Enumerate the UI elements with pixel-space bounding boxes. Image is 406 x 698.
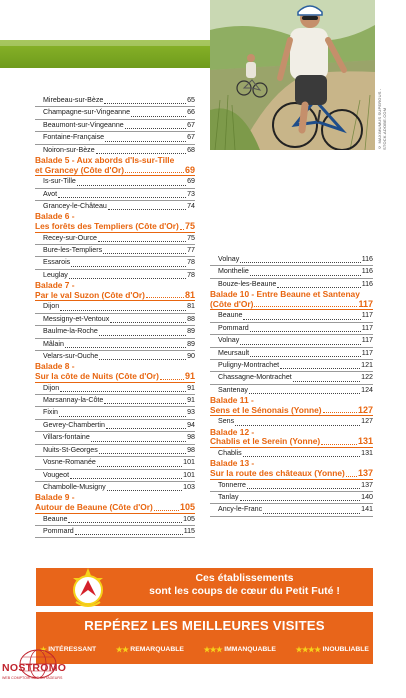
dot-leader: [99, 452, 186, 454]
dot-leader: [240, 343, 360, 345]
toc-entry-label: Velars-sur-Ouche: [43, 352, 99, 361]
toc-entry: [35, 514, 195, 526]
section-title-text: Autour de Beaune (Côte d'Or): [35, 501, 153, 512]
toc-entry: [35, 526, 195, 538]
dot-leader: [146, 297, 184, 298]
section-title-line-1: Balade 11 -: [210, 395, 254, 406]
toc-entry-label: Champagne-sur-Vingeanne: [43, 108, 131, 117]
rating-label: IMMANQUABLE: [224, 646, 276, 653]
toc-page-number: 103: [183, 482, 195, 491]
section-title-text: Sur la côte de Nuits (Côte d'Or): [35, 371, 159, 382]
dot-leader: [180, 229, 184, 230]
toc-entry-label: Bouze-les-Beaune: [218, 279, 277, 288]
toc-entry: [210, 310, 373, 322]
toc-column-left: [35, 95, 195, 538]
toc-entry: [35, 245, 195, 257]
toc-entry: [35, 407, 195, 419]
section-title-text: Par le val Suzon (Côte d'Or): [35, 289, 145, 300]
toc-page-number: 124: [361, 385, 373, 394]
dot-leader: [263, 512, 360, 514]
toc-entry: [35, 132, 195, 144]
star-icon: ★★★★: [295, 645, 321, 654]
section-title-line-1: Balade 6 -: [35, 211, 75, 222]
toc-entry-label: Puligny-Montrachet: [218, 361, 280, 370]
toc-page-number: 131: [361, 449, 373, 458]
section-title-line-2: [210, 437, 373, 448]
rating-legend: [40, 645, 369, 654]
toc-page-number: 93: [187, 408, 195, 417]
toc-entry: [35, 383, 195, 395]
toc-page-number: 117: [361, 311, 373, 320]
toc-entry-label: Grancey-le-Château: [43, 202, 107, 211]
section-title-text: Sur la route des châteaux (Yonne): [210, 468, 345, 479]
coup-de-coeur-banner: [36, 568, 373, 606]
toc-section-heading: [35, 493, 195, 513]
toc-entry-label: Villars-fontaine: [43, 433, 90, 442]
rating-immanquable: [204, 645, 276, 654]
section-title-text: (Côte d'Or): [210, 298, 254, 309]
dot-leader: [323, 412, 357, 413]
toc-entry-label: Vosne-Romanée: [43, 458, 96, 467]
toc-entry: [35, 420, 195, 432]
dot-leader: [99, 358, 186, 360]
toc-page-number: 117: [361, 323, 373, 332]
dot-leader: [99, 334, 186, 336]
dot-leader: [65, 346, 186, 348]
rating-label: INTÉRESSANT: [48, 646, 97, 653]
section-title-line-2: [210, 406, 373, 417]
toc-entry-label: Santenay: [218, 385, 248, 394]
toc-page-number: 116: [361, 267, 373, 276]
dot-leader: [243, 455, 360, 457]
section-page-number: 81: [184, 289, 195, 300]
dot-leader: [97, 465, 182, 467]
toc-entry-label: Pommard: [218, 323, 249, 332]
section-title-line-2: [210, 300, 373, 311]
toc-page-number: 115: [183, 526, 195, 535]
toc-entry-label: Is-sur-Tille: [43, 177, 76, 186]
toc-section-heading: [210, 396, 373, 416]
toc-entry-label: Bure-les-Templiers: [43, 246, 103, 255]
toc-entry-label: Meursault: [218, 348, 250, 357]
dot-leader: [107, 489, 182, 491]
section-title-line-1: Balade 8 -: [35, 361, 75, 372]
photo-credit: © MAXIMUMUS SUPERGUS - STOCK.ADOBE.COM: [377, 88, 387, 150]
dot-leader: [321, 444, 357, 445]
section-title-text: Chablis et le Serein (Yonne): [210, 436, 321, 447]
rating-label: REMARQUABLE: [130, 646, 184, 653]
toc-entry: [35, 314, 195, 326]
toc-page-number: 73: [187, 189, 195, 198]
dot-leader: [125, 172, 184, 173]
green-header-bar: [0, 40, 210, 68]
dot-leader: [75, 533, 183, 535]
toc-page-number: 117: [361, 348, 373, 357]
toc-entry-label: Dijon: [43, 383, 60, 392]
section-page-number: 137: [357, 468, 373, 479]
toc-page-number: 116: [361, 255, 373, 263]
dot-leader: [58, 196, 186, 198]
toc-entry: [35, 176, 195, 188]
dot-leader: [70, 477, 182, 479]
toc-entry-label: Essarois: [43, 258, 71, 267]
toc-entry-label: Fontaine-Française: [43, 133, 105, 142]
toc-entry-label: Noiron-sur-Bèze: [43, 145, 95, 154]
toc-entry: [35, 301, 195, 313]
toc-entry: [35, 107, 195, 119]
section-title-line-2: [35, 222, 195, 233]
toc-entry-label: Sens: [218, 417, 235, 426]
toc-entry: [35, 470, 195, 482]
toc-entry: [35, 445, 195, 457]
toc-entry-label: Mirebeau-sur-Bèze: [43, 96, 104, 104]
toc-page-number: 137: [361, 480, 373, 489]
toc-entry-label: Chablis: [218, 449, 242, 458]
promo-line-1: Ces établissements: [195, 572, 294, 584]
toc-entry: [35, 257, 195, 269]
dot-leader: [108, 208, 186, 210]
section-page-number: 105: [179, 501, 195, 512]
toc-page-number: 141: [361, 505, 373, 514]
toc-entry: [210, 266, 373, 278]
toc-page-number: 66: [187, 108, 195, 117]
logo-tagline: WEB COMPTOIR DES VOYAGEURS: [2, 676, 63, 680]
dot-leader: [249, 392, 360, 394]
toc-entry-label: Marsannay-la-Côte: [43, 396, 104, 405]
section-page-number: 131: [357, 436, 373, 447]
section-title-text: et Grancey (Côte d'Or): [35, 164, 125, 175]
toc-entry-label: Messigny-et-Ventoux: [43, 314, 110, 323]
logo-wordmark: NOSTROMO: [2, 662, 67, 674]
toc-entry-label: Leuglay: [43, 270, 68, 279]
dot-leader: [247, 487, 360, 489]
section-page-number: 117: [358, 298, 373, 309]
toc-page-number: 140: [361, 493, 373, 502]
toc-entry-label: Volnay: [218, 255, 240, 263]
toc-entry: [35, 326, 195, 338]
toc-page-number: 65: [187, 96, 195, 104]
toc-column-right: [210, 254, 373, 517]
toc-page-number: 74: [187, 202, 195, 211]
toc-page-number: 78: [187, 270, 195, 279]
dot-leader: [68, 521, 182, 523]
toc-section-heading: [35, 281, 195, 301]
section-title-line-1: Balade 13 -: [210, 458, 255, 469]
toc-entry-label: Mâlain: [43, 339, 64, 348]
section-title-line-1: Balade 7 -: [35, 280, 75, 291]
dot-leader: [235, 424, 360, 426]
toc-entry: [210, 372, 373, 384]
rating-inoubliable: [296, 645, 369, 654]
dot-leader: [250, 274, 361, 276]
visits-title: REPÉREZ LES MEILLEURES VISITES: [84, 618, 325, 633]
section-page-number: 127: [357, 404, 373, 415]
toc-page-number: 117: [361, 336, 373, 345]
dot-leader: [71, 265, 186, 267]
section-title-line-1: Balade 10 - Entre Beaune et Santenay: [210, 289, 360, 300]
toc-entry-label: Monthelie: [218, 267, 249, 276]
toc-entry-label: Chassagne-Montrachet: [218, 373, 292, 382]
toc-page-number: 94: [187, 420, 195, 429]
section-title-line-2: [35, 291, 195, 302]
toc-entry: [35, 95, 195, 107]
dot-leader: [60, 309, 186, 311]
toc-page-number: 89: [187, 339, 195, 348]
toc-entry-label: Recey-sur-Ource: [43, 233, 98, 242]
dot-leader: [104, 402, 186, 404]
toc-section-heading: [210, 290, 373, 310]
rating-remarquable: [116, 645, 184, 654]
dot-leader: [250, 330, 361, 332]
toc-section-heading: [35, 212, 195, 232]
dot-leader: [69, 277, 186, 279]
toc-section-heading: [35, 156, 195, 176]
toc-entry: [210, 504, 373, 516]
nostromo-logo: [0, 640, 76, 693]
toc-page-number: 121: [361, 361, 373, 370]
section-title-line-1: Balade 5 - Aux abords d'Is-sur-Tille: [35, 155, 175, 166]
toc-page-number: 90: [187, 352, 195, 361]
toc-page-number: 69: [187, 177, 195, 186]
dot-leader: [346, 476, 357, 477]
toc-page-number: 101: [183, 458, 195, 467]
toc-entry: [35, 457, 195, 469]
toc-entry-label: Beaune: [218, 311, 243, 320]
toc-page-number: 127: [361, 417, 373, 426]
toc-page-number: 81: [187, 302, 195, 311]
toc-entry-label: Vougeot: [43, 470, 70, 479]
toc-page-number: 67: [187, 133, 195, 142]
dot-leader: [104, 102, 186, 104]
toc-entry-label: Volnay: [218, 336, 240, 345]
dot-leader: [280, 367, 360, 369]
dot-leader: [240, 499, 361, 501]
dot-leader: [98, 240, 186, 242]
toc-page-number: 77: [187, 246, 195, 255]
toc-entry: [210, 323, 373, 335]
star-icon: ★: [40, 645, 47, 654]
section-page-number: 75: [184, 221, 195, 232]
toc-page-number: 98: [187, 445, 195, 454]
section-title-text: Sens et le Sénonais (Yonne): [210, 404, 322, 415]
dot-leader: [277, 286, 360, 288]
dot-leader: [240, 261, 360, 263]
dot-leader: [243, 318, 360, 320]
best-visits-legend: [36, 612, 373, 664]
toc-section-heading: [210, 459, 373, 479]
dot-leader: [125, 127, 186, 129]
dot-leader: [160, 379, 184, 380]
toc-entry-label: Dijon: [43, 302, 60, 311]
dot-leader: [131, 115, 186, 117]
toc-page-number: 105: [183, 514, 195, 523]
toc-entry-label: Nuits-St-Georges: [43, 445, 98, 454]
toc-entry-label: Tonnerre: [218, 480, 246, 489]
dot-leader: [60, 390, 186, 392]
promo-text: [122, 572, 367, 598]
rating-label: INOUBLIABLE: [322, 646, 369, 653]
petit-fute-badge-icon: [62, 566, 114, 610]
toc-page-number: 98: [187, 433, 195, 442]
toc-entry: [35, 189, 195, 201]
star-icon: ★★★: [203, 645, 223, 654]
toc-entry: [210, 492, 373, 504]
toc-page-number: 89: [187, 327, 195, 336]
dot-leader: [96, 152, 186, 154]
toc-entry: [210, 254, 373, 266]
toc-entry: [35, 120, 195, 132]
dot-leader: [154, 510, 179, 511]
toc-entry: [210, 335, 373, 347]
section-title-line-2: [35, 166, 195, 177]
toc-page-number: 91: [187, 383, 195, 392]
cyclists-photo: [210, 0, 375, 150]
toc-section-heading: [210, 428, 373, 448]
toc-entry-label: Baulme-la-Roche: [43, 327, 98, 336]
toc-page-number: 68: [187, 145, 195, 154]
promo-line-2: sont les coups de cœur du Petit Futé !: [149, 585, 340, 597]
toc-entry-label: Beaumont-sur-Vingeanne: [43, 120, 124, 129]
toc-entry: [35, 339, 195, 351]
section-title-line-1: Balade 12 -: [210, 426, 255, 437]
dot-leader: [91, 440, 186, 442]
toc-entry: [210, 360, 373, 372]
dot-leader: [250, 355, 361, 357]
toc-entry-label: Chambolle-Musigny: [43, 482, 106, 491]
toc-page-number: 116: [361, 279, 373, 288]
toc-entry-label: Pommard: [43, 526, 74, 535]
toc-page-number: 78: [187, 258, 195, 267]
toc-entry-label: Fixin: [43, 408, 58, 417]
toc-entry-label: Gevrey-Chambertin: [43, 420, 105, 429]
toc-page-number: 91: [187, 396, 195, 405]
section-page-number: 69: [184, 164, 195, 175]
section-title-line-1: Balade 9 -: [35, 492, 75, 503]
section-title-text: Les forêts des Templiers (Côte d'Or): [35, 221, 179, 232]
dot-leader: [293, 380, 360, 382]
dot-leader: [105, 140, 186, 142]
dot-leader: [254, 306, 357, 307]
toc-page-number: 88: [187, 314, 195, 323]
dot-leader: [103, 252, 186, 254]
toc-entry-label: Beaune: [43, 514, 68, 523]
section-title-line-2: [210, 469, 373, 480]
section-title-line-2: [35, 372, 195, 383]
section-page-number: 91: [184, 371, 195, 382]
dot-leader: [110, 321, 186, 323]
dot-leader: [77, 184, 186, 186]
toc-page-number: 122: [361, 373, 373, 382]
toc-page-number: 101: [183, 470, 195, 479]
toc-entry: [35, 432, 195, 444]
toc-entry-label: Ancy-le-Franc: [218, 505, 263, 514]
toc-entry-label: Avot: [43, 189, 58, 198]
toc-page-number: 75: [187, 233, 195, 242]
toc-entry-label: Tanlay: [218, 493, 239, 502]
dot-leader: [59, 415, 186, 417]
star-icon: ★★: [115, 645, 129, 654]
toc-entry: [210, 480, 373, 492]
toc-page-number: 67: [187, 120, 195, 129]
toc-entry: [210, 348, 373, 360]
section-title-line-2: [35, 503, 195, 514]
dot-leader: [106, 427, 186, 429]
toc-entry: [35, 233, 195, 245]
toc-section-heading: [35, 362, 195, 382]
toc-entry: [35, 395, 195, 407]
